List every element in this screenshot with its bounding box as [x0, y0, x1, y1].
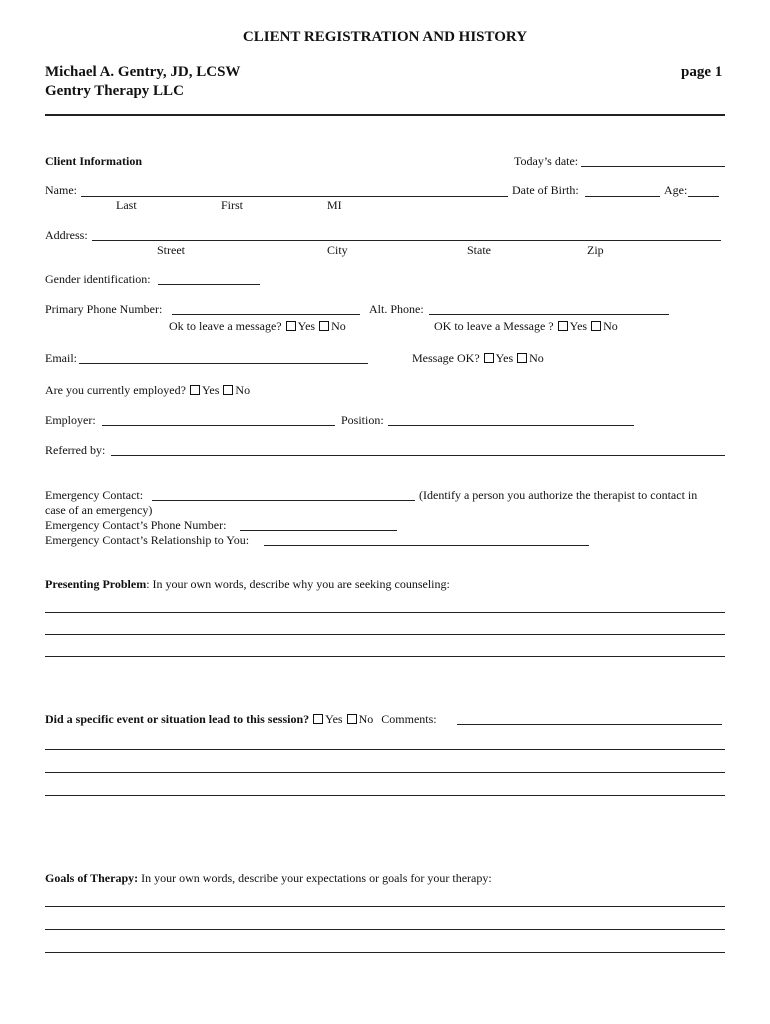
event-line-2[interactable]: [45, 772, 725, 773]
employer-field[interactable]: [102, 425, 335, 426]
no-label: No: [235, 383, 251, 397]
address-sub-street: Street: [157, 243, 185, 257]
event-question: Did a specific event or situation lead to this session?: [45, 712, 310, 726]
referred-label: Referred by:: [45, 443, 106, 457]
emergency-phone-label: Emergency Contact’s Phone Number:: [45, 518, 227, 532]
comments-label: Comments:: [381, 712, 437, 726]
alt-phone-field[interactable]: [429, 314, 669, 315]
referred-field[interactable]: [111, 455, 725, 456]
employed-question: Are you currently employed?: [45, 383, 186, 397]
yes-label: Yes: [297, 319, 316, 333]
emergency-relationship-label: Emergency Contact’s Relationship to You:: [45, 533, 250, 547]
age-field[interactable]: [688, 196, 719, 197]
goals-line-3[interactable]: [45, 952, 725, 953]
presenting-problem-text: : In your own words, describe why you are seeking counseling:: [146, 577, 450, 591]
alt-phone-label: Alt. Phone:: [369, 302, 424, 316]
position-field[interactable]: [388, 425, 634, 426]
email-field[interactable]: [79, 363, 368, 364]
address-sub-zip: Zip: [587, 243, 604, 257]
presenting-line-1[interactable]: [45, 612, 725, 613]
alt-message-question: OK to leave a Message ?: [434, 319, 554, 333]
provider-name: Michael A. Gentry, JD, LCSW: [45, 64, 241, 80]
name-field[interactable]: [81, 196, 508, 197]
name-sub-last: Last: [116, 198, 137, 212]
employed-row: [45, 383, 250, 398]
yes-label: Yes: [201, 383, 220, 397]
practice-name: Gentry Therapy LLC: [45, 83, 184, 99]
email-message-no-checkbox[interactable]: [517, 353, 527, 363]
primary-message-question: Ok to leave a message?: [169, 319, 282, 333]
presenting-line-3[interactable]: [45, 656, 725, 657]
dob-field[interactable]: [585, 196, 660, 197]
presenting-problem-prompt: [45, 577, 450, 592]
emergency-note-continued: case of an emergency): [45, 503, 153, 517]
goals-line-2[interactable]: [45, 929, 725, 930]
name-label: Name:: [45, 183, 77, 197]
email-message-yes-checkbox[interactable]: [484, 353, 494, 363]
goals-label: Goals of Therapy:: [45, 871, 139, 885]
no-label: No: [603, 319, 618, 333]
page-number: page 1: [681, 64, 723, 80]
alt-message-yes-checkbox[interactable]: [558, 321, 568, 331]
no-label: No: [331, 319, 346, 333]
comments-field[interactable]: [457, 724, 722, 725]
gender-field[interactable]: [158, 284, 260, 285]
goals-text: In your own words, describe your expectations or goals for your therapy:: [138, 871, 492, 885]
primary-phone-label: Primary Phone Number:: [45, 302, 163, 316]
event-no-checkbox[interactable]: [347, 714, 357, 724]
todays-date-label: Today’s date:: [514, 154, 579, 168]
event-line-1[interactable]: [45, 749, 725, 750]
employed-no-checkbox[interactable]: [223, 385, 233, 395]
presenting-line-2[interactable]: [45, 634, 725, 635]
alt-message-no-checkbox[interactable]: [591, 321, 601, 331]
dob-label: Date of Birth:: [512, 183, 579, 197]
emergency-phone-field[interactable]: [240, 530, 397, 531]
name-sub-first: First: [221, 198, 244, 212]
goals-line-1[interactable]: [45, 906, 725, 907]
message-ok-question: Message OK?: [412, 351, 480, 365]
address-field[interactable]: [92, 240, 721, 241]
event-row: [45, 712, 437, 727]
header-rule: [45, 114, 725, 116]
presenting-problem-label: Presenting Problem: [45, 577, 147, 591]
form-title: CLIENT REGISTRATION AND HISTORY: [242, 29, 528, 45]
yes-label: Yes: [569, 319, 588, 333]
goals-prompt: [45, 871, 492, 886]
name-sub-mi: MI: [327, 198, 342, 212]
alt-message-row: [434, 319, 618, 334]
employed-yes-checkbox[interactable]: [190, 385, 200, 395]
address-sub-state: State: [467, 243, 491, 257]
yes-label: Yes: [325, 712, 343, 726]
email-message-row: [412, 351, 544, 366]
primary-message-yes-checkbox[interactable]: [286, 321, 296, 331]
todays-date-field[interactable]: [581, 166, 725, 167]
no-label: No: [358, 712, 374, 726]
employer-label: Employer:: [45, 413, 96, 427]
emergency-relationship-field[interactable]: [264, 545, 589, 546]
event-line-3[interactable]: [45, 795, 725, 796]
primary-phone-field[interactable]: [172, 314, 360, 315]
age-label: Age:: [664, 183, 688, 197]
primary-message-row: [169, 319, 346, 334]
address-sub-city: City: [327, 243, 348, 257]
primary-message-no-checkbox[interactable]: [319, 321, 329, 331]
address-label: Address:: [45, 228, 88, 242]
gender-label: Gender identification:: [45, 272, 151, 286]
emergency-note: (Identify a person you authorize the therapist to contact in: [419, 488, 698, 502]
yes-label: Yes: [495, 351, 514, 365]
position-label: Position:: [341, 413, 384, 427]
no-label: No: [529, 351, 544, 365]
emergency-contact-field[interactable]: [152, 500, 415, 501]
event-yes-checkbox[interactable]: [313, 714, 323, 724]
section-client-info: Client Information: [45, 154, 142, 168]
email-label: Email:: [45, 351, 77, 365]
emergency-contact-label: Emergency Contact:: [45, 488, 144, 502]
